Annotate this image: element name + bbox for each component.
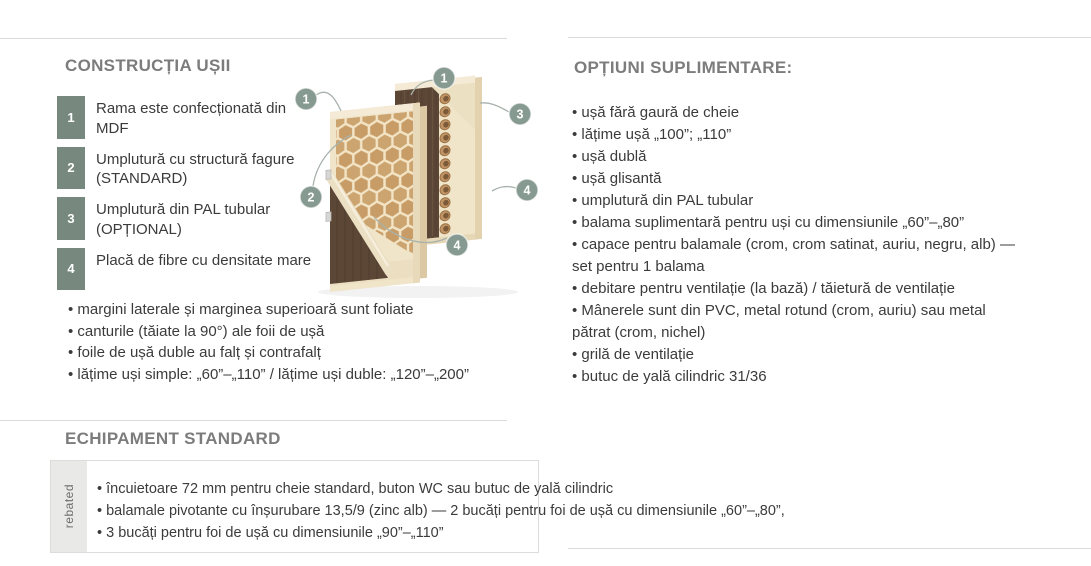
separator-line-right-top: [568, 37, 1091, 38]
callout-4-bottom: [446, 234, 468, 256]
hinge-mark: [326, 170, 331, 180]
callout-1-right: [433, 67, 455, 89]
item-number-badge: 3: [57, 197, 85, 240]
svg-text:3: 3: [516, 107, 524, 122]
bullet-item: • ușă fără gaură de cheie: [572, 102, 1024, 124]
standard-equipment-bullet-list: [87, 461, 785, 552]
item-text: Rama este confecționată din MDF: [96, 100, 287, 137]
svg-text:1: 1: [302, 92, 310, 107]
options-title: OPȚIUNI SUPLIMENTARE:: [574, 58, 793, 77]
callout-4-right: [516, 179, 538, 201]
hinge-mark: [326, 212, 331, 222]
bullet-item: • ușă dublă: [572, 146, 1024, 168]
item-text: Placă de fibre cu densitate mare: [96, 251, 312, 269]
standard-equipment-title: ECHIPAMENT STANDARD: [65, 429, 281, 448]
standard-equipment-box: [50, 460, 785, 553]
bullet-item: • balamale pivotante cu înșurubare 13,5/9 (zinc alb) — 2 bucăți pentru foi de ușă cu dimensiunile „60”–„80”,: [97, 500, 785, 522]
item-number-badge: 1: [57, 96, 85, 139]
bullet-item: • lățime uși simple: „60”–„110” / lățime uși duble: „120”–„200”: [68, 364, 538, 386]
construction-title: CONSTRUCȚIA UȘII: [65, 56, 231, 75]
bullet-item: • foile de ușă duble au falț și contrafalț: [68, 342, 538, 364]
bullet-item: • canturile (tăiate la 90°) ale foii de ușă: [68, 321, 538, 343]
bullet-item: • capace pentru balamale (crom, crom satinat, auriu, negru, alb) — set pentru 1 balama: [572, 234, 1024, 278]
bullet-item: • balama suplimentară pentru uși cu dimensiunile „60”–„80”: [572, 212, 1024, 234]
svg-text:4: 4: [453, 238, 461, 253]
item-number-badge: 2: [57, 147, 85, 190]
bullet-item: • butuc de yală cilindric 31/36: [572, 366, 1024, 388]
bullet-item: • grilă de ventilație: [572, 344, 1024, 366]
options-bullet-list: [572, 102, 1024, 388]
bullet-item: • Mânerele sunt din PVC, metal rotund (crom, auriu) sau metal pătrat (crom, nichel): [572, 300, 1024, 344]
tube-holes: [440, 93, 450, 234]
svg-text:4: 4: [523, 183, 531, 198]
bullet-item: • încuietoare 72 mm pentru cheie standard, buton WC sau butuc de yală cilindric: [97, 478, 785, 500]
callout-1-left: [295, 88, 317, 110]
bullet-item: • 3 bucăți pentru foi de ușă cu dimensiunile „90”–„110”: [97, 522, 785, 544]
rebated-strip: [51, 461, 87, 552]
bullet-item: • ușă glisantă: [572, 168, 1024, 190]
callout-3: [509, 103, 531, 125]
door-honeycomb-core: [326, 102, 427, 293]
door-cutaway-diagram: [283, 50, 551, 300]
bullet-item: • lățime ușă „100”; „110”: [572, 124, 1024, 146]
item-number-badge: 4: [57, 248, 85, 290]
item-text: Umplutură din PAL tubular (OPȚIONAL): [96, 201, 271, 238]
bullet-item: • margini laterale și marginea superioară sunt foliate: [68, 299, 538, 321]
separator-line-left-middle: [0, 420, 507, 421]
separator-line-left-top: [0, 38, 507, 39]
rebated-label: rebated: [62, 484, 76, 529]
svg-text:1: 1: [440, 71, 448, 86]
bullet-item: • debitare pentru ventilație (la bază) / tăietură de ventilație: [572, 278, 1024, 300]
callout-2: [300, 186, 322, 208]
construction-bullet-list: [68, 299, 538, 385]
svg-text:2: 2: [307, 190, 315, 205]
bullet-item: • umplutură din PAL tubular: [572, 190, 1024, 212]
item-text: Umplutură cu structură fagure (STANDARD): [96, 150, 295, 188]
